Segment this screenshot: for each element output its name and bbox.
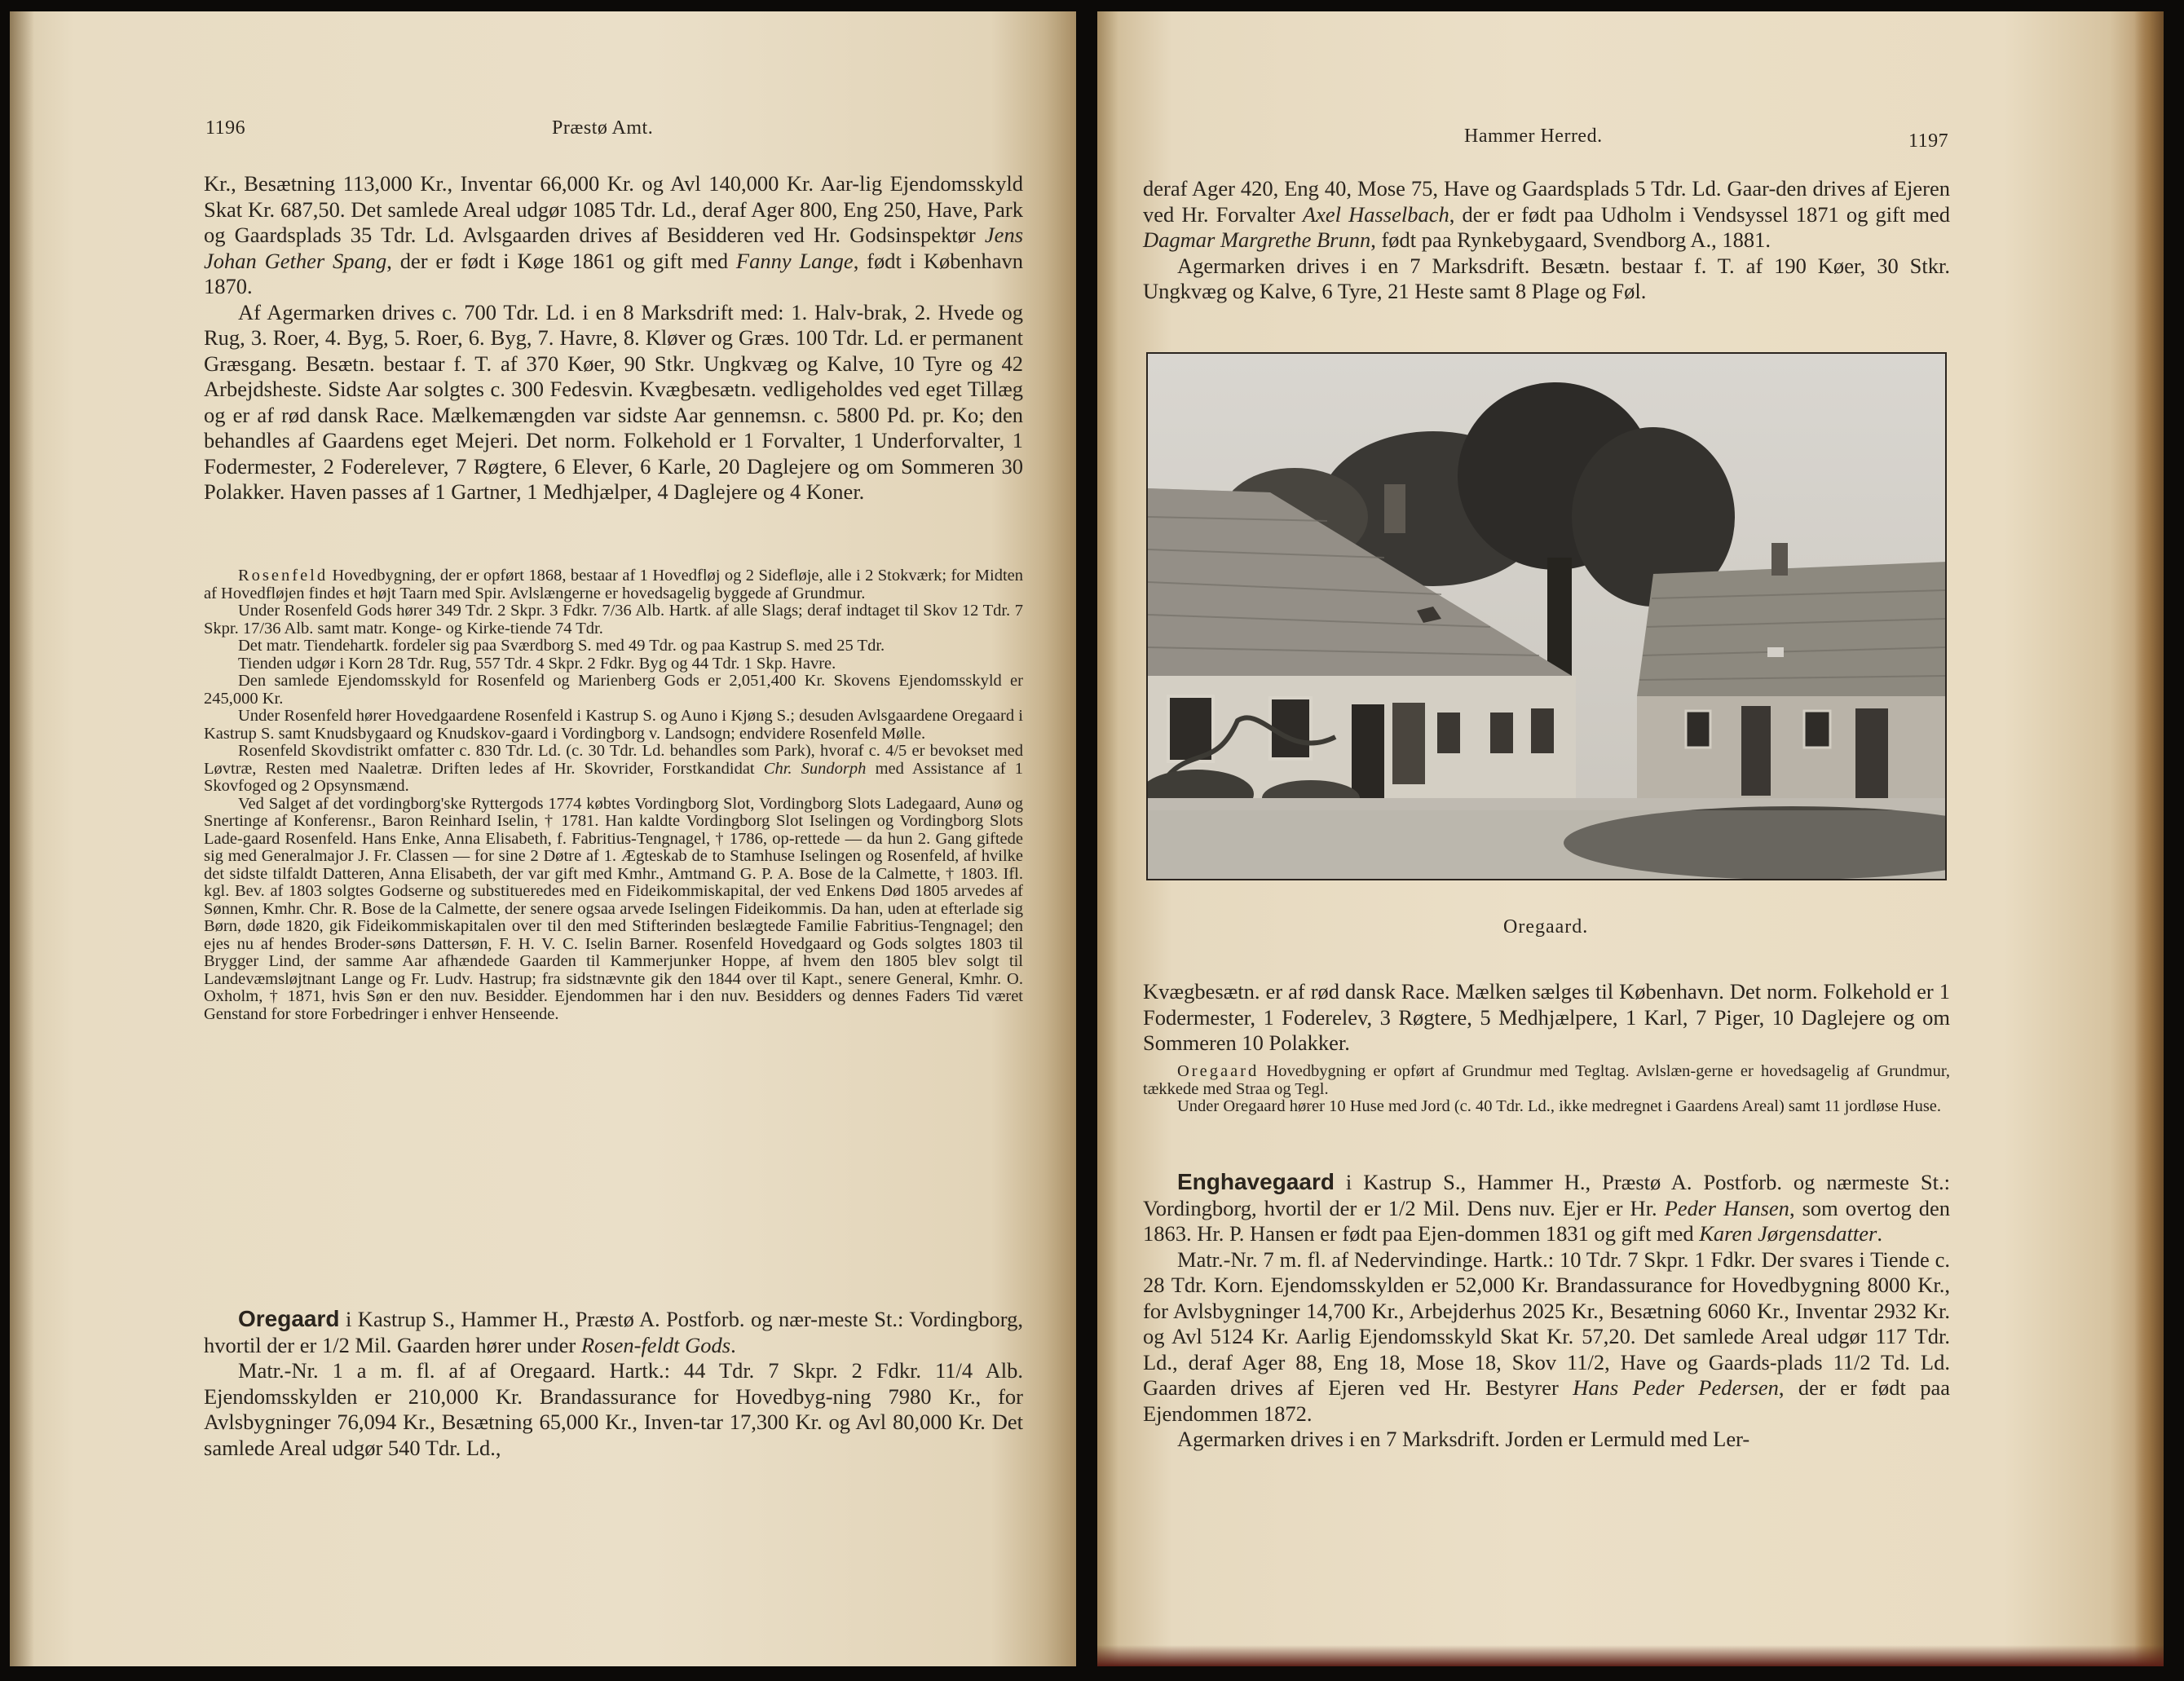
left-small-print xyxy=(204,567,1023,1023)
oregaard-photograph xyxy=(1146,352,1947,880)
spaced-name: Rosenfeld xyxy=(238,567,329,585)
right-small-print xyxy=(1143,1063,1950,1116)
paragraph: Af Agermarken drives c. 700 Tdr. Ld. i en 8 Marksdrift med: 1. Halv-brak, 2. Hvede og Rug, 3. Roer, 4. Byg, 5. Roer, 6. Byg, 7. Havre, 8. Kløver og Græs. 100 Tdr. Ld. er permanent Græsgang. Besætn. bestaar f. T. af 370 Køer, 90 Stkr. Ungkvæg og Kalve, 10 Tyre og 42 Arbejdsheste. Sidste Aar solgtes c. 300 Fedesvin. Kvægbesætn. vedligeholdes ved eget Tillæg og er af rød dansk Race. Mælkemængden var sidste Aar gennemsn. c. 5800 Pd. pr. Ko; den behandles af Gaardens eget Mejeri. Det norm. Folkehold er 1 Forvalter, 1 Underforvalter, 1 Fodermester, 2 Foderelever, 7 Røgtere, 6 Elever, 6 Karle, 20 Daglejere og om Sommeren 30 Polakker. Haven passes af 1 Gartner, 1 Medhjælper, 4 Daglejere og 4 Koner. xyxy=(204,299,1023,504)
running-head-left: Præstø Amt. xyxy=(552,117,654,139)
left-page xyxy=(10,11,1076,1666)
paragraph: Hovedbygning, der er opført 1868, bestaar af 1 Hovedfløj og 2 Sidefløje, alle i 2 Stokværk; for Midten af Hovedfløjen findes et højt Taarn med Spir. Avlslængerne er hovedsagelig byggede af Grundmur. xyxy=(204,567,1023,602)
page-shadow xyxy=(10,11,34,1666)
paragraph: Under Oregaard hører 10 Huse med Jord (c. 40 Tdr. Ld., ikke medregnet i Gaardens Areal) samt 11 jordløse Huse. xyxy=(1177,1097,1942,1115)
text: med Assistance af 1 Skovfoged og 2 Opsynsmænd. xyxy=(204,759,1024,795)
person-name: Fanny Lange xyxy=(735,248,854,273)
paragraph: Ved Salget af det vordingborg'ske Ryttergods 1774 købtes Vordingborg Slot, Vordingborg Slots Ladegaard, Aunø og Snertinge af Konferensr., Baron Reinhard Iselin, † 1781. Han kaldte Vordingborg Slot Iselingen og Vordingborg Slots Lade-gaard Rosenfeld. Hans Enke, Anna Elisabeth, f. Fabritius-Tengnagel, † 1786, op-rettede — da hun 2. Gang giftede sig med Generalmajor J. Fr. Classen — for sine 2 Døtre af 1. Ægteskab de to Stamhuse Iselingen og Rosenfeld, af hvilke det sidste tilfaldt Datteren, Anna Elisabeth, der var gift med Kmhr., Amtmand G. P. A. Bose de la Calmette, † 1803. Ifl. kgl. Bev. af 1803 solgtes Godserne og substitueredes med en Fideikommiskapital, der ved Enkens Død 1805 arvedes af Sønnen, Kmhr. Chr. R. Bose de la Calmette, der senere ogsaa arvede Iselingen Fideikommis. Da han, uden at efterlade sig Børn, døde 1820, gik Fideikommiskapitalen over til den med Stifterinden beslægtede Familie Fabritius-Tengnagel; den ejes nu af hendes Broder-søns Dattersøn, F. H. V. C. Iselin Barner. Rosenfeld Hovedgaard og Gods solgtes 1803 til Brygger Lind, der samme Aar afhændede Gaarden til Kammerjunker Hoppe, af hvem den 1805 blev solgt til Landevæmsløjtnant Lange og Fr. Ludv. Hastrup; fra sidstnævnte gik den 1844 over til Kapt., senere General, Kmhr. O. Oxholm, † 1871, hvis Søn er den nuv. Besidder. Ejendommen har i den nuv. Besidders og dennes Faders Tid været Genstand for store Forbedringer i enhver Henseende. xyxy=(204,794,1023,1023)
paragraph: i Kastrup S., Hammer H., Præstø A. Postforb. og nær-meste St.: Vordingborg, hvortil der er 1/2 Mil. Gaarden hører under xyxy=(204,1307,1023,1357)
paragraph: Det matr. Tiendehartk. fordeler sig paa Sværdborg S. med 49 Tdr. og paa Kastrup S. med 25 Tdr. xyxy=(238,637,885,655)
paragraph: Hovedbygning er opført af Grundmur med Tegltag. Avlslæn-gerne er hovedsagelig af Grundmur, tækkede med Straa og Tegl. xyxy=(1143,1062,1950,1098)
text: , der er født i Køge 1861 og gift med xyxy=(386,248,729,273)
text: , født i København 1870. xyxy=(204,248,1024,298)
person-name: Peder Hansen xyxy=(1664,1195,1789,1220)
paragraph: Tienden udgør i Korn 28 Tdr. Rug, 557 Tdr. 4 Skpr. 2 Fdkr. Byg og 44 Tdr. 1 Skp. Havre. xyxy=(238,654,836,673)
page-number-left: 1196 xyxy=(205,117,246,139)
paragraph: Kvægbesætn. er af rød dansk Race. Mælken sælges til København. Det norm. Folkehold er 1 Fodermester, 1 Foderelev, 3 Røgtere, 5 Medhjælpere, 1 Karl, 7 Piger, 10 Daglejere og om Sommeren 10 Polakker. xyxy=(1143,979,1950,1055)
person-name: Dagmar Margrethe Brunn xyxy=(1143,227,1371,252)
paragraph: Under Rosenfeld Gods hører 349 Tdr. 2 Skpr. 3 Fdkr. 7/36 Alb. Hartk. af alle Slags; deraf indtaget til Skov 12 Tdr. 7 Skpr. 17/36 Alb. samt matr. Konge- og Kirke-tiende 74 Tdr. xyxy=(204,602,1023,638)
paragraph: Under Rosenfeld hører Hovedgaardene Rosenfeld i Kastrup S. og Auno i Kjøng S.; desuden Avlsgaardene Oregaard i Kastrup S. samt Knudsbygaard og Knudskov-gaard i Vordingborg v. Landsogn; endvidere Rosenfeld Mølle. xyxy=(204,707,1023,743)
person-name: Chr. Sundorph xyxy=(763,759,867,778)
book-edge xyxy=(2134,11,2164,1666)
photo-image xyxy=(1148,354,1945,879)
page-number-right: 1197 xyxy=(1908,130,1949,152)
text: , født paa Rynkebygaard, Svendborg A., 1881. xyxy=(1370,227,1771,252)
paragraph: Rosenfeld Skovdistrikt omfatter c. 830 Tdr. Ld. (c. 30 Tdr. Ld. behandles som Park), hvoraf c. 4/5 er bevokset med Løvtræ, Resten med Naaletræ. Driften ledes af Hr. Skovrider, Forstkandidat xyxy=(204,742,1023,778)
paragraph: Kr., Besætning 113,000 Kr., Inventar 66,000 Kr. og Avl 140,000 Kr. Aar-lig Ejendomsskyld Skat Kr. 687,50. Det samlede Areal udgør 1085 Tdr. Ld., deraf Ager 800, Eng 250, Have, Park og Gaardsplads 35 Tdr. Ld. Avlsgaarden drives af Besidderen ved Hr. Godsinspektør xyxy=(204,171,1023,247)
paragraph: i Kastrup S., Hammer H., Præstø A. Postforb. og nærmeste St.: Vordingborg, hvortil der er 1/2 Mil. Dens nuv. Ejer er Hr. xyxy=(1143,1170,1950,1220)
book-cover-edge xyxy=(1097,1645,2164,1666)
text: , der er født paa Udholm i Vendsyssel 1871 og gift med xyxy=(1449,201,1950,227)
oregaard-entry: Oregaard i Kastrup S., Hammer H., Præstø A. Postforb. og nær-meste St.: Vordingborg, hvortil der er 1/2 Mil. Gaarden hører under Rosen-feldt Gods. Matr.-Nr. 1 a m. fl. af af Oregaard. Hartk.: 44 Tdr. 7 Skpr. 2 Fdkr. 11/4 Alb. Ejendomsskylden er 210,000 Kr. Brandassurance for Hovedbyg-ning 7980 Kr., for Avlsbygninger 76,094 Kr., Besætning 65,000 Kr., Inven-tar 17,300 Kr. og Avl 80,000 Kr. Det samlede Areal udgør 540 Tdr. Ld., xyxy=(204,1306,1023,1460)
person-name: Karen Jørgensdatter xyxy=(1699,1221,1877,1246)
left-main-text xyxy=(204,171,1023,505)
entry-heading: Enghavegaard xyxy=(1177,1169,1335,1194)
running-head-right: Hammer Herred. xyxy=(1464,126,1603,147)
paragraph: Agermarken drives i en 7 Marksdrift. Besætn. bestaar f. T. af 190 Køer, 30 Stkr. Ungkvæg og Kalve, 6 Tyre, 21 Heste samt 8 Plage og Føl. xyxy=(1143,253,1950,303)
enghavegaard-entry: Enghavegaard i Kastrup S., Hammer H., Præstø A. Postforb. og nærmeste St.: Vordingborg, hvortil der er 1/2 Mil. Dens nuv. Ejer er Hr. Peder Hansen, som overtog den 1863. Hr. P. Hansen er født paa Ejen-dommen 1831 og gift med Karen Jørgensdatter. Matr.-Nr. 7 m. fl. af Nedervindinge. Hartk.: 10 Tdr. 7 Skpr. 1 Fdkr. Der svares i Tiende c. 28 Tdr. Korn. Ejendomsskylden er 52,000 Kr. Brandassurance for Hovedbygning 8000 Kr., for Avlsbygninger 14,700 Kr., Arbejderhus 2025 Kr., Besætning 6060 Kr., Inventar 2932 Kr. og Avl 5124 Kr. Aarlig Ejendomsskyld Skat Kr. 57,20. Det samlede Areal udgør 117 Tdr. Ld., deraf Ager 88, Eng 18, Mose 18, Skov 11/2, Have og Gaards-plads 11/2 Td. Ld. Gaarden drives af Ejeren ved Hr. Bestyrer Hans Peder Pedersen, der er født paa Ejendommen 1872. Agermarken drives i en 7 Marksdrift. Jorden er Lermuld med Ler- xyxy=(1143,1169,1951,1451)
text: , der er født paa Ejendommen 1872. xyxy=(1143,1375,1951,1426)
right-page xyxy=(1097,11,2164,1666)
person-name: Hans Peder Pedersen xyxy=(1573,1375,1779,1400)
person-name: Jens Johan Gether Spang xyxy=(204,223,1024,273)
photo-caption: Oregaard. xyxy=(1503,916,1589,938)
right-top-text xyxy=(1143,176,1950,305)
paragraph: Matr.-Nr. 1 a m. fl. af af Oregaard. Hartk.: 44 Tdr. 7 Skpr. 2 Fdkr. 11/4 Alb. Ejendomsskylden er 210,000 Kr. Brandassurance for Hovedbyg-ning 7980 Kr., for Avlsbygninger 76,094 Kr., Besætning 65,000 Kr., Inven-tar 17,300 Kr. og Avl 80,000 Kr. Det samlede Areal udgør 540 Tdr. Ld., xyxy=(204,1358,1023,1460)
paragraph: Den samlede Ejendomsskyld for Rosenfeld og Marienberg Gods er 2,051,400 Kr. Skovens Ejendomsskyld er 245,000 Kr. xyxy=(204,672,1023,708)
entry-heading: Oregaard xyxy=(238,1306,340,1331)
text: , som overtog den 1863. Hr. P. Hansen er født paa Ejen-dommen 1831 og gift med xyxy=(1143,1195,1951,1246)
estate-name: Rosen-feldt Gods xyxy=(580,1332,731,1357)
person-name: Axel Hasselbach xyxy=(1302,201,1449,227)
spaced-name: Oregaard xyxy=(1177,1062,1260,1080)
paragraph: deraf Ager 420, Eng 40, Mose 75, Have og Gaardsplads 5 Tdr. Ld. Gaar-den drives af Ejeren ved Hr. Forvalter xyxy=(1143,176,1950,227)
right-middle-text xyxy=(1143,979,1950,1057)
paragraph: Matr.-Nr. 7 m. fl. af Nedervindinge. Hartk.: 10 Tdr. 7 Skpr. 1 Fdkr. Der svares i Tiende c. 28 Tdr. Korn. Ejendomsskylden er 52,000 Kr. Brandassurance for Hovedbygning 8000 Kr., for Avlsbygninger 14,700 Kr., Arbejderhus 2025 Kr., Besætning 6060 Kr., Inventar 2932 Kr. og Avl 5124 Kr. Aarlig Ejendomsskyld Skat Kr. 57,20. Det samlede Areal udgør 117 Tdr. Ld., deraf Ager 88, Eng 18, Mose 18, Skov 11/2, Have og Gaards-plads 11/2 Td. Ld. Gaarden drives af Ejeren ved Hr. Bestyrer xyxy=(1143,1246,1950,1400)
paragraph: Agermarken drives i en 7 Marksdrift. Jorden er Lermuld med Ler- xyxy=(1177,1427,1750,1451)
